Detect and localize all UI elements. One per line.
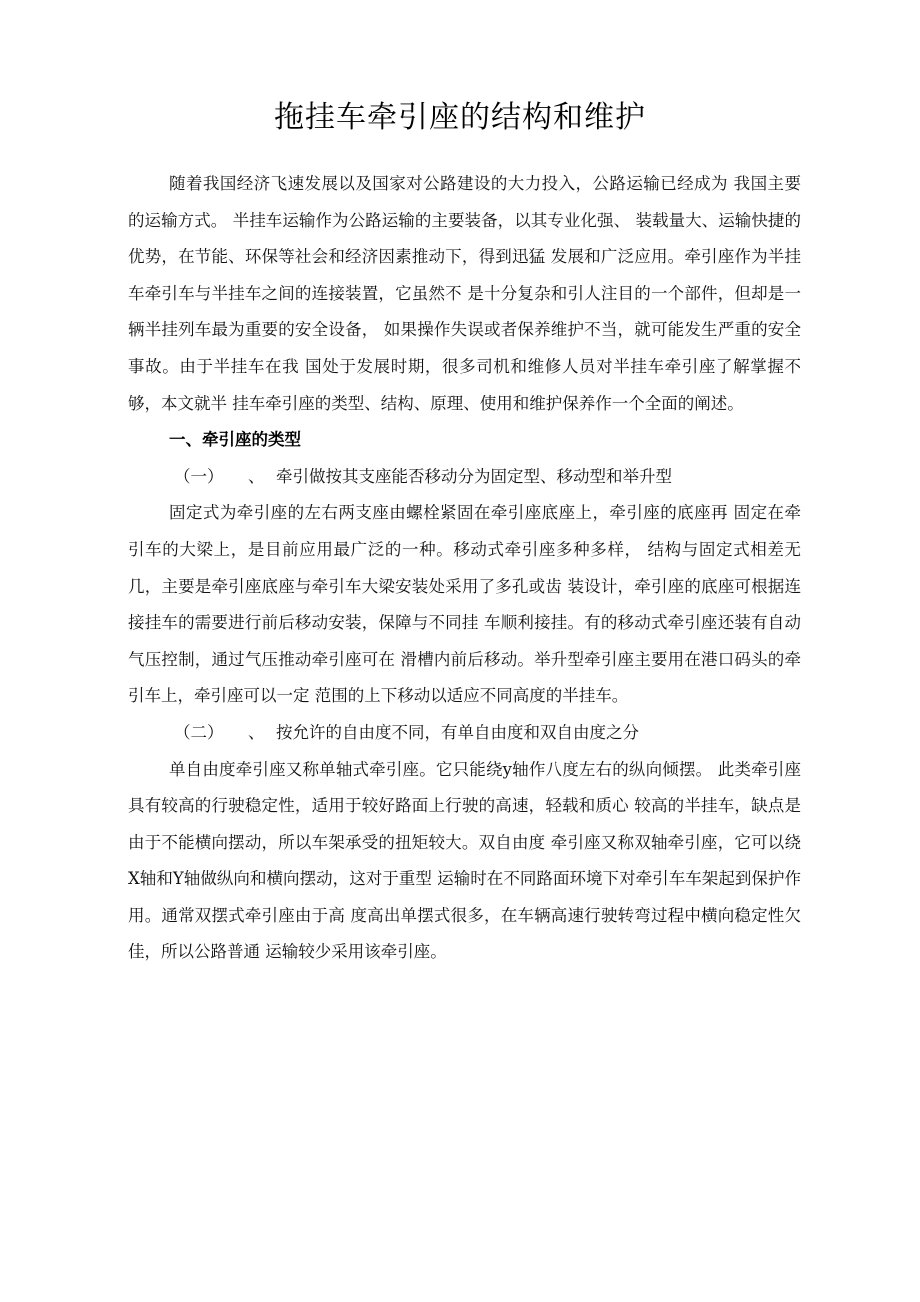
- intro-paragraph: 随着我国经济飞速发展以及国家对公路建设的大力投入，公路运输已经成为 我国主要的运输方式。 半挂车运输作为公路运输的主要装备，以其专业化强、 装载量大、运输快捷的优势，在节能、环保等社会和经济因素推动下，得到迅猛 发展和广泛应用。牵引座作为半挂车牵引车与半挂车之间的连接装置，它虽然不 是十分复杂和引人注目的一个部件，但却是一辆半挂列车最为重要的安全设备， 如果操作失误或者保养维护不当，就可能发生严重的安全事故。由于半挂车在我 国处于发展时期，很多司机和维修人员对半挂车牵引座了解掌握不够，本文就半 挂车牵引座的类型、结构、原理、使用和维护保养作一个全面的阐述。: [128, 174, 801, 413]
- subsection-text-1: 牵引做按其支座能否移动分为固定型、移动型和举升型: [276, 466, 672, 486]
- mount-types-paragraph: 固定式为牵引座的左右两支座由螺栓紧固在牵引座底座上，牵引座的底座再 固定在牵引车的大梁上，是目前应用最广泛的一种。移动式牵引座多种多样， 结构与固定式相差无几，主要是牵引座底座与牵引车大梁安装处采用了多孔或齿 装设计，牵引座的底座可根据连接挂车的需要进行前后移动安装，保障与不同挂 车顺利接挂。有的移动式牵引座还装有自动气压控制，通过气压推动牵引座可在 滑槽内前后移动。举升型牵引座主要用在港口码头的牵引车上，牵引座可以一定 范围的上下移动以适应不同高度的半挂车。: [128, 503, 801, 706]
- subsection-heading-1: [128, 459, 801, 496]
- subsection-number-2: （二）: [174, 722, 224, 742]
- subsection-number-1: （一）: [174, 466, 224, 486]
- section-heading-types: 一、牵引座的类型: [169, 430, 301, 450]
- document-body: [128, 166, 801, 971]
- subsection-separator-2: 、: [248, 722, 265, 742]
- freedom-types-paragraph: 单自由度牵引座又称单轴式牵引座。它只能绕y轴作八度左右的纵向倾摆。 此类牵引座具有较高的行驶稳定性，适用于较好路面上行驶的高速，轻载和质心 较高的半挂车，缺点是由于不能横向摆动，所以车架承受的扭矩较大。双自由度 牵引座又称双轴牵引座，它可以绕X轴和Y轴做纵向和横向摆动，这对于重型 运输时在不同路面环境下对牵引车车架起到保护作用。通常双摆式牵引座由于高 度高出单摆式很多，在车辆高速行驶转弯过程中横向稳定性欠佳，所以公路普通 运输较少采用该牵引座。: [128, 759, 801, 962]
- subsection-heading-2: [128, 715, 801, 752]
- subsection-text-2: 按允许的自由度不同，有单自由度和双自由度之分: [276, 722, 639, 742]
- page-title: 拖挂车牵引座的结构和维护: [274, 100, 646, 135]
- subsection-separator-1: 、: [248, 466, 265, 486]
